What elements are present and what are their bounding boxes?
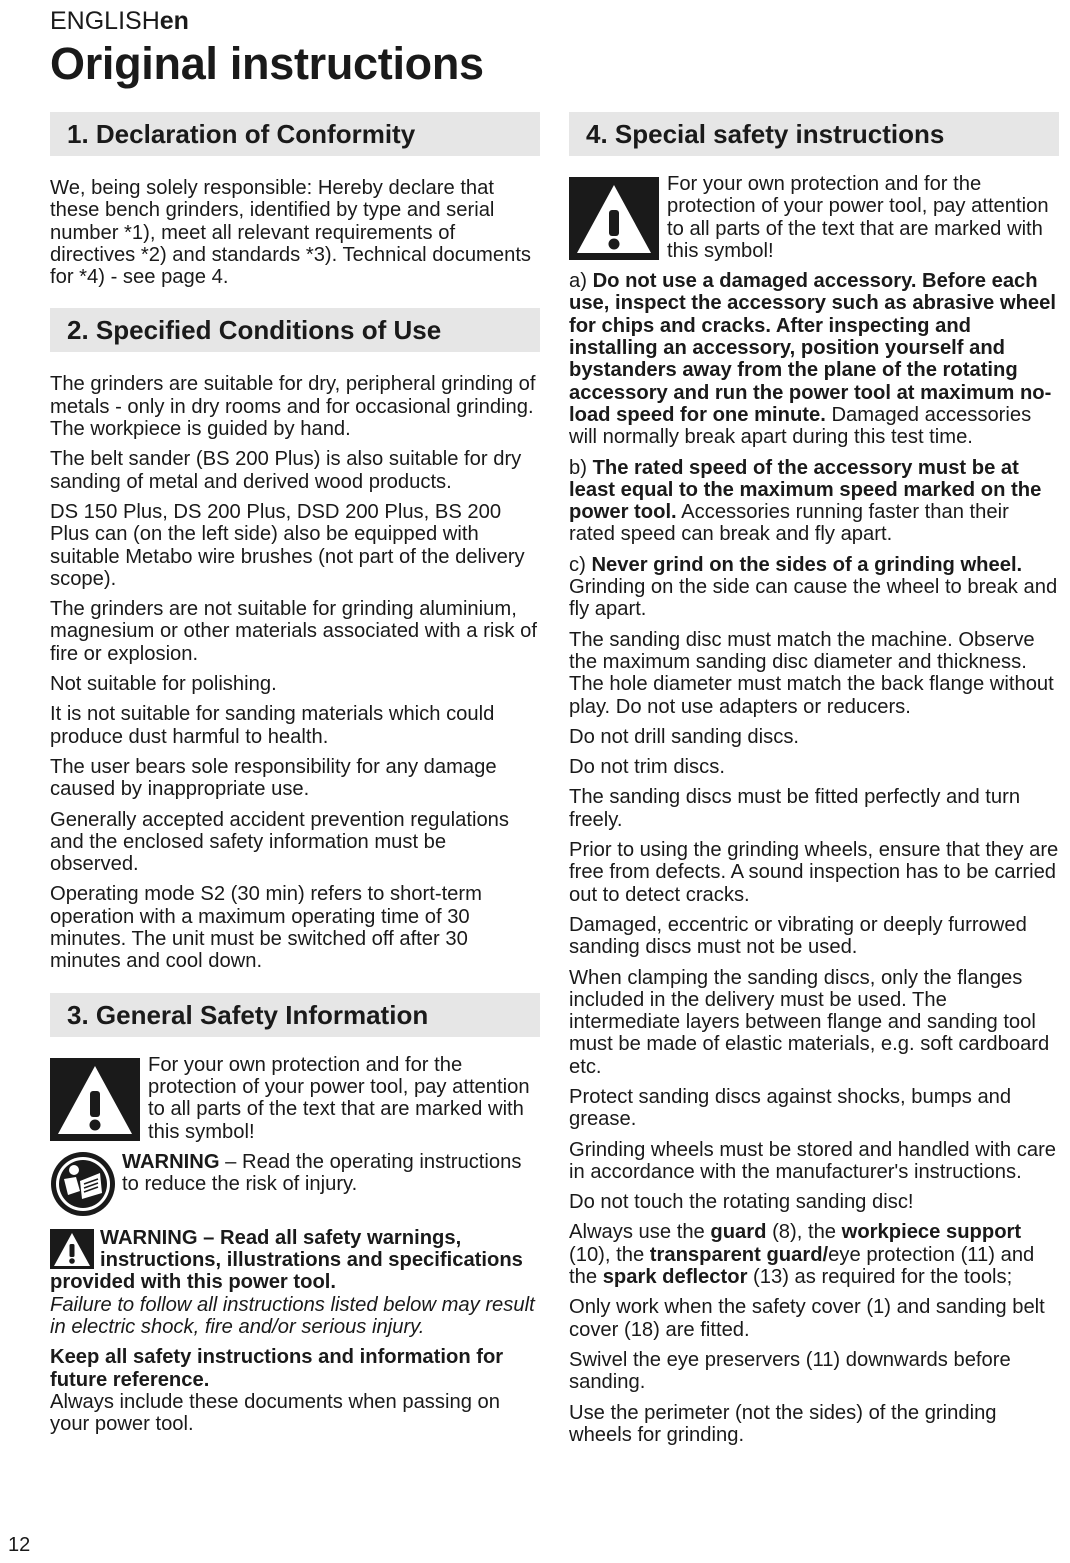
left-column <box>50 112 540 1443</box>
safety-paragraph: The sanding disc must match the machine. Observe the maximum sanding disc diameter and thickness. The hole diameter must match the back flange without play. Do not use adapters or reducers. <box>569 628 1054 718</box>
warning-triangle-icon <box>50 1058 140 1141</box>
rule-b <box>569 457 1059 546</box>
rule-a <box>569 270 1059 448</box>
section-1-heading: 1. Declaration of Conformity <box>50 112 540 156</box>
transparent-guard-bold: transparent guard/ <box>649 1243 829 1266</box>
section-4-heading: 4. Special safety instructions <box>569 112 1059 156</box>
safety-paragraph: Swivel the eye preservers (11) downwards before sanding. <box>569 1348 1011 1394</box>
use-paragraph: DS 150 Plus, DS 200 Plus, DSD 200 Plus, BS 200 Plus can (on the left side) also be equipped with suitable Metabo wire brushes (not part of the delivery scope). <box>50 500 525 590</box>
all-warnings-italic: Failure to follow all instructions listed below may result in electric shock, fire and/or serious injury. <box>50 1293 535 1338</box>
safety-paragraph: Protect sanding discs against shocks, bumps and grease. <box>569 1085 1012 1131</box>
rule-a-prefix: a) <box>569 270 593 293</box>
workpiece-support-bold: workpiece support <box>841 1221 1022 1244</box>
always-use-paragraph <box>569 1221 1059 1288</box>
safety-paragraph: The sanding discs must be fitted perfectly and turn freely. <box>569 786 1021 831</box>
always-text: (10), the <box>569 1243 650 1266</box>
use-paragraph: Operating mode S2 (30 min) refers to short-term operation with a maximum operating time of 30 minutes. The unit must be switched off after 30 minutes and cool down. <box>50 883 482 973</box>
warning-symbol-block <box>569 173 1059 270</box>
rule-c-bold: Never grind on the sides of a grinding wheel. <box>591 553 1023 576</box>
safety-paragraph: Prior to using the grinding wheels, ensure that they are free from defects. A sound inspection has to be carried out to detect cracks. <box>569 839 1059 906</box>
language-code: en <box>159 7 189 35</box>
rule-c <box>569 554 1059 621</box>
safety-paragraph: Grinding wheels must be stored and handled with care in accordance with the manufacturer's instructions. <box>569 1138 1057 1183</box>
warning-symbol-block <box>50 1053 540 1151</box>
safety-paragraph: Do not touch the rotating sanding disc! <box>569 1191 914 1214</box>
language-label <box>50 7 189 36</box>
safety-paragraph: Damaged, eccentric or vibrating or deeply furrowed sanding discs must not be used. <box>569 913 1027 959</box>
guard-bold: guard <box>710 1221 767 1244</box>
rule-a-bold: Do not use a damaged accessory. Before each use, inspect the accessory such as abrasive wheel for chips and cracks. After inspecting and installing an accessory, position yourself and bystanders away from the plane of the rotating accessory and run the power tool at maximum no-load speed for one minute. <box>569 270 1056 426</box>
always-text: (13) as required for the tools; <box>747 1266 1013 1289</box>
spark-deflector-bold: spark deflector <box>602 1266 748 1289</box>
always-text: (8), the <box>766 1221 842 1244</box>
rule-c-text: Grinding on the side can cause the wheel to break and fly apart. <box>569 576 1058 621</box>
use-paragraph: The user bears sole responsibility for any damage caused by inappropriate use. <box>50 755 497 801</box>
keep-paragraph <box>50 1346 540 1435</box>
keep-text: Always include these documents when passing on your power tool. <box>50 1390 500 1436</box>
warning-triangle-icon <box>569 177 659 260</box>
safety-paragraph: Use the perimeter (not the sides) of the grinding wheels for grinding. <box>569 1401 997 1446</box>
warning-triangle-icon <box>50 1229 94 1269</box>
all-warnings-bold: WARNING – Read all safety warnings, instructions, illustrations and specifications provided with this power tool. <box>50 1226 523 1294</box>
rule-a-text: Damaged accessories will normally break apart during this test time. <box>569 403 1032 449</box>
warning-symbol-text: For your own protection and for the protection of your power tool, pay attention to all parts of the text that are marked with this symbol! <box>148 1053 530 1143</box>
page-title: Original instructions <box>50 38 484 89</box>
rule-b-prefix: b) <box>569 456 593 479</box>
use-paragraph: Generally accepted accident prevention regulations and the enclosed safety information must be observed. <box>50 808 509 876</box>
language-word: ENGLISH <box>50 7 160 35</box>
use-paragraph: It is not suitable for sanding materials which could produce dust harmful to health. <box>50 703 495 748</box>
always-text: Always use the <box>569 1221 711 1244</box>
declaration-text: We, being solely responsible: Hereby declare that these bench grinders, identified by type and serial number *1), meet all relevant requirements of directives *2) and standards *3). Technical documents for *4) - see page 4. <box>50 177 532 289</box>
rule-c-prefix: c) <box>569 553 592 576</box>
rule-b-text: Accessories running faster than their rated speed can break and fly apart. <box>569 501 1009 546</box>
use-paragraph: Not suitable for polishing. <box>50 673 277 696</box>
read-instructions-paragraph <box>50 1151 540 1196</box>
warning-symbol-text: For your own protection and for the protection of your power tool, pay attention to all parts of the text that are marked with this symbol! <box>667 173 1049 262</box>
safety-paragraph: Do not trim discs. <box>569 756 725 779</box>
section-2-heading: 2. Specified Conditions of Use <box>50 308 540 352</box>
use-paragraph: The belt sander (BS 200 Plus) is also suitable for dry sanding of metal and derived wood products. <box>50 448 522 493</box>
rule-b-bold: The rated speed of the accessory must be at least equal to the maximum speed marked on the power tool. <box>569 456 1042 524</box>
safety-paragraph: Only work when the safety cover (1) and sanding belt cover (18) are fitted. <box>569 1296 1045 1341</box>
read-manual-icon <box>50 1151 116 1217</box>
use-paragraph: The grinders are suitable for dry, peripheral grinding of metals - only in dry rooms and for occasional grinding. The workpiece is guided by hand. <box>50 373 536 441</box>
right-column <box>569 112 1059 1454</box>
all-warnings-paragraph <box>50 1227 540 1294</box>
keep-bold: Keep all safety instructions and information for future reference. <box>50 1346 504 1391</box>
safety-paragraph: Do not drill sanding discs. <box>569 725 800 748</box>
read-instructions-block <box>50 1151 540 1196</box>
read-warning-text: – Read the operating instructions to reduce the risk of injury. <box>122 1150 522 1196</box>
section-3-heading: 3. General Safety Information <box>50 993 540 1037</box>
use-paragraph: The grinders are not suitable for grinding aluminium, magnesium or other materials associated with a risk of fire or explosion. <box>50 598 537 665</box>
read-warning-label: WARNING <box>122 1150 220 1173</box>
page-number: 12 <box>8 1534 31 1556</box>
always-text: eye protection (11) and the <box>569 1243 1035 1289</box>
safety-paragraph: When clamping the sanding discs, only the flanges included in the delivery must be used. The intermediate layers between flange and sanding tool must be made of elastic materials, e.g. soft cardboard etc. <box>569 966 1050 1078</box>
